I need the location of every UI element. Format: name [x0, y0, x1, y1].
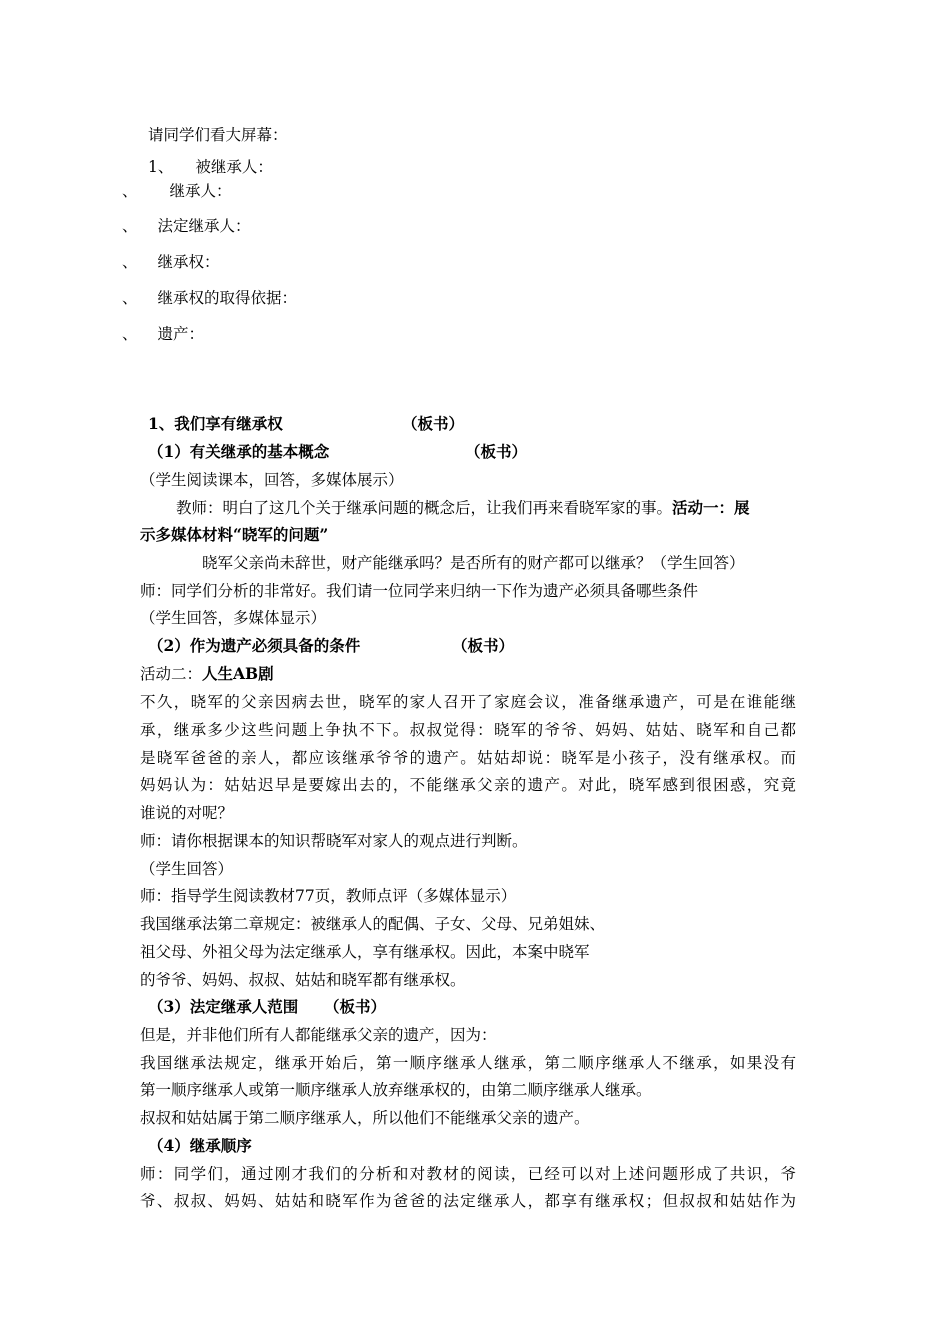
question-line: 晓军父亲尚未辞世，财产能继承吗？是否所有的财产都可以继承？（学生回答） [202, 554, 745, 572]
concept-text: 继承权： [157, 253, 220, 271]
subsection-heading-1 [148, 442, 528, 462]
but-line: 但是，并非他们所有人都能继承父亲的遗产，因为： [140, 1026, 497, 1044]
concept-mark: 1、 [148, 158, 174, 176]
story-line: 不久，晓军的父亲因病去世，晓军的家人召开了家庭会议，准备继承遗产，可是在谁能继 [140, 693, 796, 711]
activity-two-title: 人生AB剧 [202, 664, 274, 683]
teacher-line-2: 师：同学们分析的非常好。我们请一位同学来归纳一下作为遗产必须具备哪些条件 [140, 582, 699, 600]
subsection-title: （3）法定继承人范围 [148, 997, 299, 1016]
screen-intro: 请同学们看大屏幕： [148, 126, 288, 144]
subsection-heading-4: （4）继承顺序 [148, 1136, 252, 1155]
story-line: 承，继承多少这些问题上争执不下。叔叔觉得：晓军的爷爷、妈妈、姑姑、晓军和自己都 [140, 721, 796, 739]
teacher-line-3: 师：请你根据课本的知识帮晓军对家人的观点进行判断。 [140, 832, 528, 850]
concept-text: 遗产： [157, 325, 205, 343]
concept-text: 被继承人： [195, 158, 273, 176]
uncle-line: 叔叔和姑姑属于第二顺序继承人，所以他们不能继承父亲的遗产。 [140, 1109, 590, 1127]
concept-text: 法定继承人： [157, 217, 251, 235]
teacher-line-5: 师：同学们，通过刚才我们的分析和对教材的阅读，已经可以对上述问题形成了共识，爷 [140, 1165, 796, 1183]
teacher-line-5: 爷、叔叔、妈妈、姑姑和晓军作为爸爸的法定继承人，都享有继承权；但叔叔和姑姑作为 [140, 1192, 796, 1210]
section-title: 1、我们享有继承权 [148, 414, 283, 433]
law-quote-line: 第一顺序继承人或第一顺序继承人放弃继承权的，由第二顺序继承人继承。 [140, 1081, 652, 1099]
subsection-title: （1）有关继承的基本概念 [148, 442, 330, 461]
activity-one-label: 活动一：展 [672, 498, 750, 517]
activity-two-line [140, 664, 274, 684]
story-line: 谁说的对呢？ [140, 804, 234, 822]
subsection-heading-3 [148, 997, 387, 1017]
teacher-line-1 [176, 498, 750, 518]
section-heading-1 [148, 414, 465, 434]
subsection-heading-2 [148, 636, 515, 656]
teacher-line-1-cont: 示多媒体材料“晓军的问题” [140, 525, 329, 544]
law-quote-line: 的爷爷、妈妈、叔叔、姑姑和晓军都有继承权。 [140, 971, 466, 989]
concept-item-2 [122, 181, 232, 201]
concept-text: 继承权的取得依据： [157, 289, 298, 307]
board-tag: （板书） [324, 997, 387, 1016]
board-tag: （板书） [465, 442, 528, 461]
concept-item-5 [122, 288, 297, 308]
student-reading-note: （学生阅读课本，回答，多媒体展示） [140, 471, 404, 489]
concept-item-3 [122, 216, 251, 236]
concept-item-6 [122, 324, 204, 344]
student-answer-note-2: （学生回答） [140, 860, 234, 878]
concept-item-1 [148, 157, 273, 177]
concept-item-4 [122, 252, 220, 272]
concept-mark: 、 [122, 325, 138, 343]
law-quote-line: 我国继承法规定，继承开始后，第一顺序继承人继承，第二顺序继承人不继承，如果没有 [140, 1054, 796, 1072]
story-line: 妈妈认为：姑姑迟早是要嫁出去的，不能继承父亲的遗产。对此，晓军感到很困惑，究竟 [140, 776, 796, 794]
board-tag: （板书） [402, 414, 465, 433]
teacher-line-4: 师：指导学生阅读教材77页，教师点评（多媒体显示） [140, 887, 517, 905]
story-line: 是晓军爸爸的亲人，都应该继承爷爷的遗产。姑姑却说：晓军是小孩子，没有继承权。而 [140, 749, 796, 767]
concept-mark: 、 [122, 217, 138, 235]
law-quote-line: 我国继承法第二章规定：被继承人的配偶、子女、父母、兄弟姐妹、 [140, 915, 606, 933]
subsection-title: （2）作为遗产必须具备的条件 [148, 636, 361, 655]
law-quote-line: 祖父母、外祖父母为法定继承人，享有继承权。因此，本案中晓军 [140, 943, 590, 961]
concept-mark: 、 [122, 253, 138, 271]
concept-text: 继承人： [169, 182, 232, 200]
concept-mark: 、 [122, 182, 138, 200]
concept-mark: 、 [122, 289, 138, 307]
teacher-text: 教师：明白了这几个关于继承问题的概念后，让我们再来看晓军家的事。 [176, 499, 673, 517]
board-tag: （板书） [452, 636, 515, 655]
student-answer-note-1: （学生回答，多媒体显示） [140, 609, 327, 627]
activity-two-prefix: 活动二： [140, 665, 203, 683]
